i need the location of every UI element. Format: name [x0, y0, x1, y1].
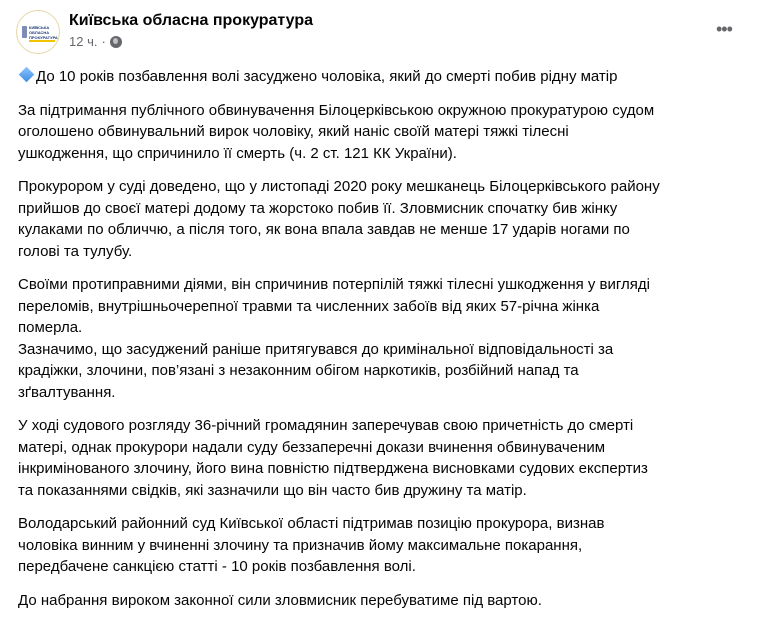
- logo-text: КИЇВСЬКА ОБЛАСНА ПРОКУРАТУРА: [29, 25, 58, 40]
- paragraph-line: ушкодження, що спричинило її смерть (ч. 2 ст. 121 КК України).: [18, 144, 457, 162]
- paragraph-line: Зазначимо, що засуджений раніше притягувався до кримінальної відповідальності за: [18, 340, 614, 358]
- post-paragraph: [18, 513, 748, 578]
- paragraph-line: Володарський районний суд Київської області підтримав позицію прокурора, визнав: [18, 515, 605, 532]
- paragraph-line: голові та тулубу.: [18, 242, 133, 260]
- paragraph-line: прийшов до своєї матері додому та жорстоко побив її. Зловмисник спочатку бив жінку: [18, 199, 618, 217]
- more-options-button[interactable]: •••: [716, 19, 732, 39]
- post-header: [16, 10, 746, 55]
- paragraph-line: За підтримання публічного обвинувачення Білоцерківською окружною прокуратурою судом: [18, 101, 655, 119]
- paragraph-line: Прокурором у суді доведено, що у листопаді 2020 року мешканець Білоцерківського району: [18, 178, 660, 195]
- globe-icon[interactable]: [110, 36, 122, 48]
- paragraph-line: переломів, внутрішньочерепної травми та численних забоїв від яких 57-річна жінка: [18, 297, 600, 315]
- headline-text: До 10 років позбавлення волі засуджено чоловіка, який до смерті побив рідну матір: [36, 68, 618, 85]
- post-meta: [69, 34, 122, 49]
- meta-separator: ·: [101, 34, 106, 49]
- logo-bar: [29, 40, 55, 42]
- page-avatar[interactable]: [16, 10, 60, 54]
- post-paragraph: [18, 415, 748, 501]
- paragraph-line: померла.: [18, 319, 83, 336]
- paragraph-line: До набрання вироком законної сили зловмисник перебуватиме під вартою.: [18, 591, 542, 609]
- post-paragraph: [18, 176, 748, 262]
- post-paragraph: [18, 590, 748, 612]
- post-paragraph: [18, 100, 748, 165]
- post-headline: [18, 66, 748, 88]
- paragraph-line: оголошено обвинувальний вирок чоловіку, який наніс своїй матері тяжкі тілесні: [18, 123, 569, 140]
- page-name-link[interactable]: Київська обласна прокуратура: [69, 12, 314, 29]
- paragraph-line: Своїми протиправними діями, він спричинив потерпілій тяжкі тілесні ушкодження у вигляді: [18, 276, 651, 293]
- paragraph-line: матері, однак прокурори надали суду беззаперечні докази вчинення обвинуваченим: [18, 438, 606, 456]
- post-body: [18, 66, 748, 623]
- paragraph-line: чоловіка винним у вчиненні злочину та призначив йому максимальне покарання,: [18, 536, 583, 554]
- blue-diamond-icon: [19, 67, 35, 83]
- post-time[interactable]: 12 ч.: [69, 34, 98, 49]
- post-paragraphs: [18, 100, 748, 612]
- paragraph-line: зґвалтування.: [18, 383, 116, 401]
- post-paragraph: [18, 274, 748, 403]
- paragraph-line: передбачене санкцією статті - 10 років позбавлення волі.: [18, 558, 416, 575]
- paragraph-line: кулаками по обличчю, а після того, як вона впала завдав не менше 17 ударів ногами по: [18, 221, 630, 238]
- paragraph-line: та показаннями свідків, які зазначили що він часто бив дружину та матір.: [18, 481, 527, 499]
- paragraph-line: інкримінованого злочину, його вина повністю підтверджена висновками судових експертиз: [18, 460, 648, 477]
- paragraph-line: крадіжки, злочини, пов’язані з незаконним обігом наркотиків, розбійний напад та: [18, 362, 579, 379]
- trident-logo-icon: [22, 26, 27, 38]
- paragraph-line: У ході судового розгляду 36-річний громадянин заперечував свою причетність до смерті: [18, 417, 634, 434]
